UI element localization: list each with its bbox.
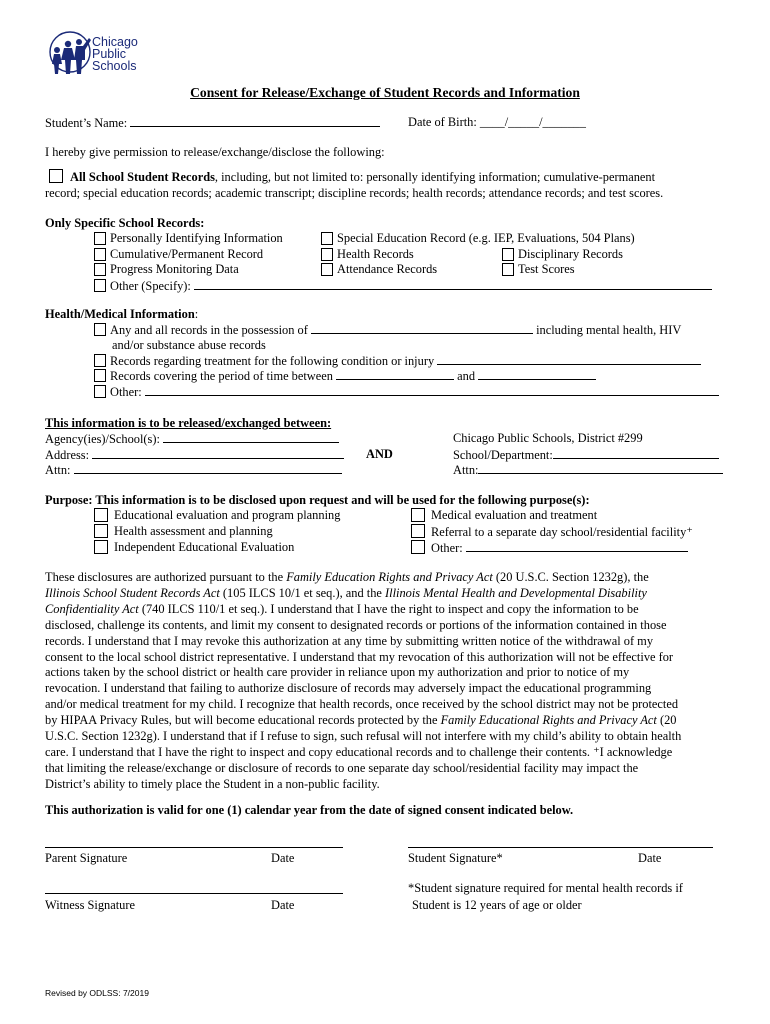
possession-of-field[interactable] — [311, 322, 533, 334]
label-medical-eval: Medical evaluation and treatment — [431, 508, 598, 522]
checkbox-attendance[interactable] — [321, 263, 333, 276]
label-purpose-other: Other: — [431, 541, 463, 555]
witness-date-label: Date — [271, 898, 295, 912]
exchange-heading: This information is to be released/exchanged between: — [45, 416, 332, 430]
all-records-rest: , including, but not limited to: personally identifying information; cumulative-permanent — [214, 170, 656, 184]
legal-line: District’s ability to timely place the Student in a non-public facility. — [45, 776, 380, 791]
witness-signature-line[interactable] — [45, 893, 343, 894]
parent-signature-line[interactable] — [45, 847, 343, 848]
health-heading: Health/Medical Information — [45, 307, 195, 321]
label-attn: Attn: — [45, 463, 71, 477]
checkbox-edu-eval[interactable] — [94, 508, 108, 522]
label-special-ed: Special Education Record (e.g. IEP, Evaluations, 504 Plans) — [337, 231, 635, 245]
checkbox-any-records[interactable] — [94, 323, 106, 336]
address-field[interactable] — [92, 447, 344, 459]
label-edu-eval: Educational evaluation and program planning — [114, 508, 341, 522]
legal-line: Confidentiality Act (740 ILCS 110/1 et seq.). I understand that I have the right to inspect and copy the information to be — [45, 601, 639, 616]
student-note-line1: *Student signature required for mental health records if — [408, 881, 683, 895]
checkbox-purpose-other[interactable] — [411, 540, 425, 554]
attn-2-field[interactable] — [478, 462, 723, 474]
student-signature-label: Student Signature* — [408, 851, 503, 865]
checkbox-medical-eval[interactable] — [411, 508, 425, 522]
revision-footer: Revised by ODLSS: 7/2019 — [45, 988, 149, 998]
checkbox-condition[interactable] — [94, 354, 106, 367]
purpose-other-field[interactable] — [466, 540, 688, 552]
label-other-specify: Other (Specify): — [110, 279, 191, 293]
and-label: AND — [366, 447, 393, 461]
valid-text: This authorization is valid for one (1) calendar year from the date of signed consent indicated below. — [45, 803, 574, 817]
checkbox-iee[interactable] — [94, 540, 108, 554]
checkbox-special-ed[interactable] — [321, 232, 333, 245]
condition-field[interactable] — [437, 353, 701, 365]
student-date-label: Date — [638, 851, 662, 865]
checkbox-test-scores[interactable] — [502, 263, 514, 276]
dob-field[interactable]: Date of Birth: ____/_____/_______ — [408, 115, 586, 129]
student-name-field[interactable] — [130, 115, 380, 127]
label-pii: Personally Identifying Information — [110, 231, 283, 245]
label-attendance: Attendance Records — [337, 262, 438, 276]
legal-line: care. I understand that I have the right to inspect and copy educational records and to challenge their contents. ⁺I acknowledge — [45, 744, 673, 759]
label-agency: Agency(ies)/School(s): — [45, 432, 160, 446]
label-department: School/Department: — [453, 448, 553, 462]
label-progress: Progress Monitoring Data — [110, 262, 239, 276]
legal-line: These disclosures are authorized pursuant to the Family Education Rights and Privacy Act (20 U.S.C. Section 1232g), the — [45, 570, 649, 584]
label-condition: Records regarding treatment for the following condition or injury — [110, 354, 435, 368]
legal-line: and/or medical treatment for my child. I recognize that health records, once received by the school district may not be protected — [45, 697, 679, 712]
label-period: Records covering the period of time between — [110, 369, 333, 383]
cps-district: Chicago Public Schools, District #299 — [453, 431, 643, 445]
all-records-checkbox[interactable] — [49, 169, 63, 183]
checkbox-health[interactable] — [321, 248, 333, 261]
label-address: Address: — [45, 448, 90, 462]
legal-line: U.S.C. Section 1232g). I understand that if I refuse to sign, such refusal will not interfere with my child’s ability to obtain health — [45, 729, 682, 744]
logo-line-3: Schools — [92, 59, 137, 74]
agency-field[interactable] — [163, 431, 339, 443]
legal-line: Illinois School Student Records Act (105 ILCS 10/1 et seq.), and the Illinois Mental Health and Developmental Disability — [45, 585, 647, 600]
logo-line-1: Chicago — [92, 35, 138, 49]
legal-line: by HIPAA Privacy Rules, but will become educational records protected by the Family Educational Rights and Privacy Act (20 — [45, 713, 677, 728]
legal-line: consent to the local school district representative. I understand that my revocation of this authorization will not be effective for — [45, 649, 674, 664]
checkbox-disciplinary[interactable] — [502, 248, 514, 261]
label-health-other: Other: — [110, 385, 142, 399]
label-cumulative: Cumulative/Permanent Record — [110, 247, 264, 261]
student-signature-line[interactable] — [408, 847, 713, 848]
legal-line: disclosed, challenge its contents, and limit my consent to designated records or portions of the information contained in those — [45, 617, 667, 632]
checkbox-health-assessment[interactable] — [94, 524, 108, 538]
department-field[interactable] — [553, 447, 719, 459]
specific-heading: Only Specific School Records: — [45, 216, 205, 230]
label-attn-2: Attn: — [453, 463, 479, 477]
student-name-label: Student’s Name: — [45, 116, 128, 130]
all-records-bold: All School Student Records — [70, 170, 215, 184]
purpose-heading: Purpose: This information is to be disclosed upon request and will be used for the following purpose(s): — [45, 493, 590, 507]
legal-paragraph — [45, 570, 726, 793]
label-health: Health Records — [337, 247, 414, 261]
witness-signature-label: Witness Signature — [45, 898, 136, 912]
student-note-line2: Student is 12 years of age or older — [412, 898, 582, 912]
label-referral: Referral to a separate day school/residential facility⁺ — [431, 525, 693, 539]
period-end-field[interactable] — [478, 368, 596, 380]
legal-line: revocation. I understand that failing to authorize disclosure of records may adversely impact the educational programming — [45, 681, 652, 696]
checkbox-health-other[interactable] — [94, 385, 106, 398]
legal-line: that limiting the release/exchange or disclosure of records to one separate day school/residential facility may impact the — [45, 760, 639, 775]
attn-field[interactable] — [74, 462, 342, 474]
checkbox-pii[interactable] — [94, 232, 106, 245]
label-any-records: Any and all records in the possession of — [110, 323, 308, 337]
checkbox-other-specify[interactable] — [94, 279, 106, 292]
legal-line: records. I understand that I may revoke this authorization at any time by submitting written notice of the withdrawal of my — [45, 633, 654, 648]
label-iee: Independent Educational Evaluation — [114, 540, 295, 554]
legal-line: actions taken by the school district or health care provider in reliance upon my authorization and prior to notice of my — [45, 665, 630, 680]
label-test-scores: Test Scores — [518, 262, 575, 276]
label-and: and — [457, 369, 476, 383]
logo-line-2: Public — [92, 47, 127, 62]
label-substance-abuse: and/or substance abuse records — [112, 338, 266, 352]
checkbox-referral[interactable] — [411, 524, 425, 538]
logo-figures-icon — [46, 30, 94, 78]
other-specify-field[interactable] — [194, 278, 712, 290]
parent-signature-label: Parent Signature — [45, 851, 128, 865]
label-health-assessment: Health assessment and planning — [114, 524, 273, 538]
all-records-line1 — [70, 170, 655, 185]
page-title: Consent for Release/Exchange of Student Records and Information — [190, 85, 580, 100]
cps-logo — [46, 30, 156, 78]
period-start-field[interactable] — [336, 368, 454, 380]
all-records-line2: record; special education records; academic transcript; discipline records; health records; attendance records; and test scores. — [45, 186, 664, 200]
checkbox-progress[interactable] — [94, 263, 106, 276]
parent-date-label: Date — [271, 851, 295, 865]
checkbox-cumulative[interactable] — [94, 248, 106, 261]
label-mental-health: including mental health, HIV — [536, 323, 682, 337]
health-other-field[interactable] — [145, 384, 719, 396]
label-disciplinary: Disciplinary Records — [518, 247, 623, 261]
permission-text: I hereby give permission to release/exchange/disclose the following: — [45, 145, 385, 159]
checkbox-period[interactable] — [94, 369, 106, 382]
